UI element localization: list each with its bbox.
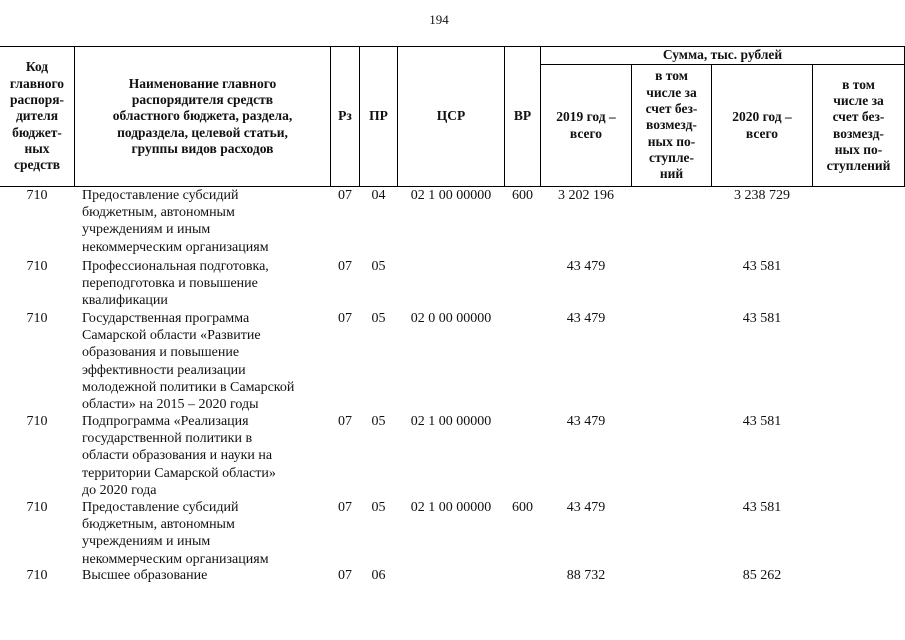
row1-name: Предоставление субсидий бюджетным, автономным учреждениям и иным некоммерческим организациям: [82, 188, 269, 255]
row2-pr: 05: [371, 259, 386, 274]
row4-rz: 07: [338, 414, 352, 429]
header-2020-total: 2020 год – всего: [732, 109, 792, 141]
row6-name: Высшее образование: [82, 568, 208, 583]
row1-vr: 600: [512, 188, 533, 203]
header-csr: ЦСР: [436, 108, 466, 124]
header-rz: Рз: [338, 108, 352, 124]
row5-rz: 07: [338, 500, 352, 515]
row2-code: 710: [26, 259, 48, 274]
row2-rz: 07: [338, 259, 352, 274]
row6-code: 710: [26, 568, 48, 583]
row1-rz: 07: [338, 188, 352, 203]
row4-csr: 02 1 00 00000: [410, 414, 492, 429]
page-number: 194: [429, 12, 449, 27]
row3-code: 710: [26, 311, 48, 326]
row3-2020: 43 581: [742, 311, 782, 326]
row1-code: 710: [26, 188, 48, 203]
row3-rz: 07: [338, 311, 352, 326]
row6-2019: 88 732: [566, 568, 606, 583]
row3-pr: 05: [371, 311, 386, 326]
row3-csr: 02 0 00 00000: [410, 311, 492, 326]
row5-csr: 02 1 00 00000: [410, 500, 492, 515]
header-2019-total: 2019 год – всего: [556, 109, 616, 141]
header-2020-free: в том числе за счет без- возмезд- ных по- ступлений: [826, 76, 891, 174]
header-2019-free: в том числе за счет без- возмезд- ных по- ступле- ний: [645, 68, 698, 182]
row4-name: Подпрограмма «Реализация государственной политики в области образования и науки на территории Самарской области» до 2020 года: [82, 414, 276, 498]
row5-name: Предоставление субсидий бюджетным, автономным учреждениям и иным некоммерческим организациям: [82, 500, 269, 567]
header-pr: ПР: [369, 108, 388, 124]
row5-2019: 43 479: [566, 500, 606, 515]
row4-2019: 43 479: [566, 414, 606, 429]
row4-pr: 05: [371, 414, 386, 429]
header-sum: Сумма, тыс. рублей: [662, 47, 783, 63]
row6-pr: 06: [371, 568, 386, 583]
row1-csr: 02 1 00 00000: [410, 188, 492, 203]
row1-2019: 3 202 196: [558, 188, 614, 203]
row5-pr: 05: [371, 500, 386, 515]
row3-name: Государственная программа Самарской области «Развитие образования и повышение эффективности реализации молодежной политики в Самарской области» на 2015 – 2020 годы: [82, 311, 295, 413]
header-code: Код главного распоря- дителя бюджет- ных средств: [9, 59, 65, 173]
header-vr: ВР: [513, 108, 532, 124]
row4-code: 710: [26, 414, 48, 429]
row2-2019: 43 479: [566, 259, 606, 274]
row3-2019: 43 479: [566, 311, 606, 326]
row4-2020: 43 581: [742, 414, 782, 429]
row5-code: 710: [26, 500, 48, 515]
header-name: Наименование главного распорядителя средств областного бюджета, раздела, подраздела, целевой статьи, группы видов расходов: [112, 75, 293, 156]
row2-name: Профессиональная подготовка, переподготовка и повышение квалификации: [82, 259, 269, 309]
row6-rz: 07: [338, 568, 352, 583]
row1-2020: 3 238 729: [734, 188, 790, 203]
row6-2020: 85 262: [742, 568, 782, 583]
row1-pr: 04: [371, 188, 386, 203]
row2-2020: 43 581: [742, 259, 782, 274]
row5-vr: 600: [512, 500, 533, 515]
row5-2020: 43 581: [742, 500, 782, 515]
